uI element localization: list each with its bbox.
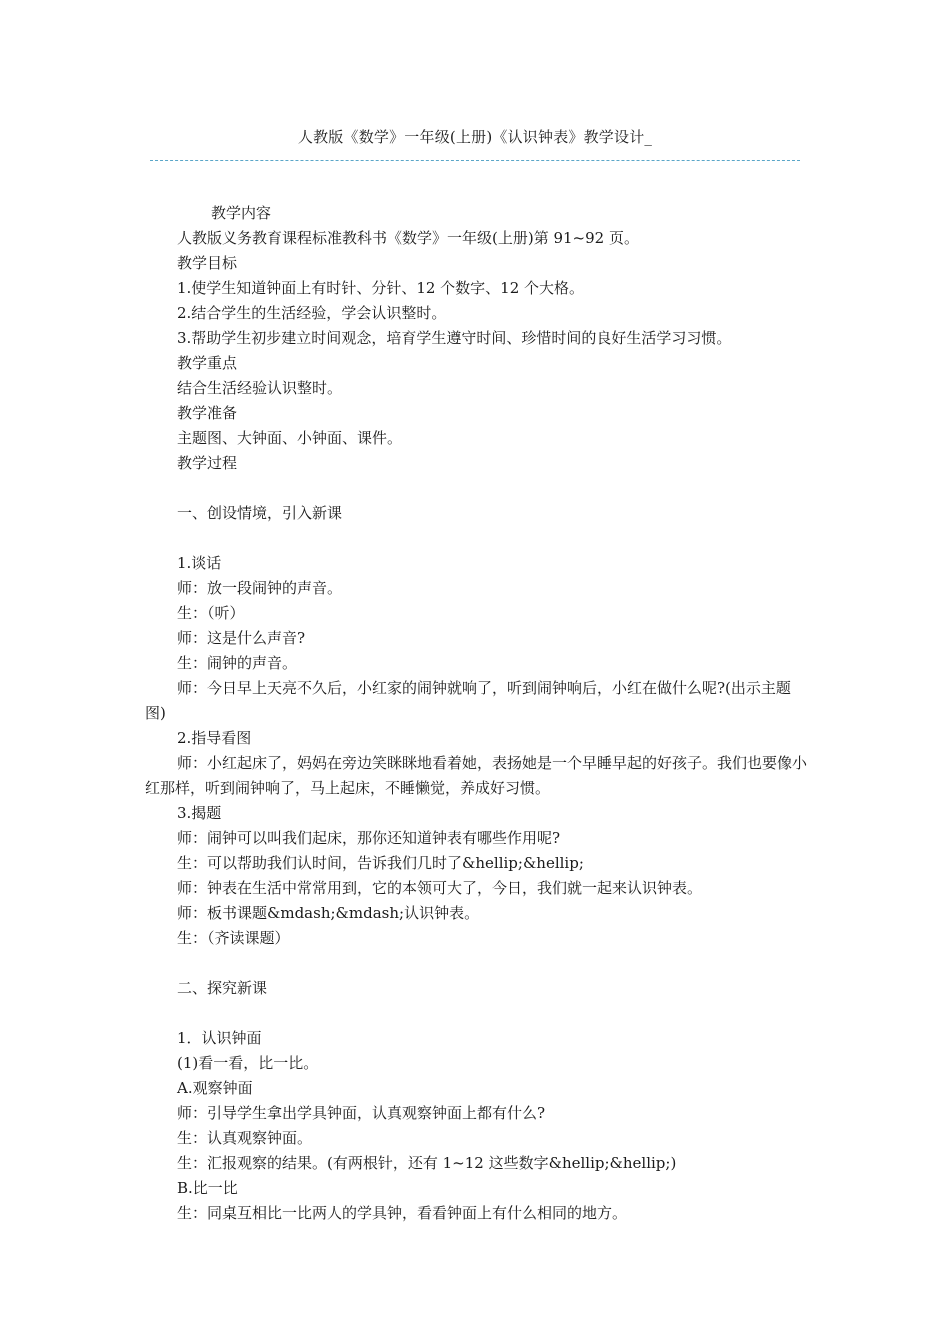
document-paragraph: 教学内容 bbox=[211, 204, 272, 222]
document-paragraph: 一、创设情境，引入新课 bbox=[177, 504, 343, 522]
document-paragraph: 1.谈话 bbox=[177, 554, 222, 572]
document-paragraph: 生：认真观察钟面。 bbox=[177, 1129, 313, 1147]
blank-line bbox=[145, 476, 810, 501]
document-paragraph: 3.帮助学生初步建立时间观念，培育学生遵守时间、珍惜时间的良好生活学习习惯。 bbox=[177, 329, 732, 347]
document-paragraph: 师：钟表在生活中常常用到，它的本领可大了，今日，我们就一起来认识钟表。 bbox=[177, 879, 703, 897]
title-divider bbox=[150, 160, 800, 161]
document-paragraph: 二、探究新课 bbox=[177, 979, 268, 997]
document-paragraph: 师：小红起床了，妈妈在旁边笑眯眯地看着她，表扬她是一个早睡早起的好孩子。我们也要像小红那样，听到闹钟响了，马上起床，不睡懒觉，养成好习惯。 bbox=[145, 754, 808, 797]
document-paragraph: 师：这是什么声音? bbox=[177, 629, 306, 647]
document-paragraph: 1．认识钟面 bbox=[177, 1029, 262, 1047]
document-paragraph: 生：（听） bbox=[177, 604, 245, 622]
document-title: 人教版《数学》一年级(上册)《认识钟表》教学设计_ bbox=[297, 128, 653, 146]
document-paragraph: 教学过程 bbox=[177, 454, 238, 472]
document-paragraph: 师：板书课题&mdash;&mdash;认识钟表。 bbox=[177, 904, 480, 922]
document-paragraph: 1.使学生知道钟面上有时针、分针、12 个数字、12 个大格。 bbox=[177, 279, 585, 297]
document-body bbox=[145, 201, 810, 1226]
document-paragraph: 师：今日早上天亮不久后，小红家的闹钟就响了，听到闹钟响后，小红在做什么呢?(出示主题图) bbox=[145, 679, 791, 722]
document-paragraph: B.比一比 bbox=[177, 1179, 238, 1197]
document-paragraph: 2.结合学生的生活经验，学会认识整时。 bbox=[177, 304, 447, 322]
document-paragraph: 3.揭题 bbox=[177, 804, 222, 822]
document-paragraph: 人教版义务教育课程标准教科书《数学》一年级(上册)第 91~92 页。 bbox=[177, 229, 639, 247]
document-paragraph: 生：汇报观察的结果。(有两根针，还有 1~12 这些数字&hellip;&hellip;) bbox=[177, 1154, 677, 1172]
document-paragraph: 师：闹钟可以叫我们起床，那你还知道钟表有哪些作用呢? bbox=[177, 829, 561, 847]
document-paragraph: 教学目标 bbox=[177, 254, 238, 272]
blank-line bbox=[145, 526, 810, 551]
document-paragraph: 生：（齐读课题） bbox=[177, 929, 290, 947]
document-paragraph: 结合生活经验认识整时。 bbox=[177, 379, 343, 397]
document-paragraph: 2.指导看图 bbox=[177, 729, 252, 747]
document-paragraph: 教学重点 bbox=[177, 354, 238, 372]
document-paragraph: A.观察钟面 bbox=[177, 1079, 253, 1097]
blank-line bbox=[145, 1001, 810, 1026]
document-paragraph: 生：可以帮助我们认时间，告诉我们几时了&hellip;&hellip; bbox=[177, 854, 584, 872]
document-paragraph: 师：放一段闹钟的声音。 bbox=[177, 579, 343, 597]
blank-line bbox=[145, 951, 810, 976]
document-paragraph: 师：引导学生拿出学具钟面，认真观察钟面上都有什么? bbox=[177, 1104, 546, 1122]
document-paragraph: 教学准备 bbox=[177, 404, 238, 422]
document-paragraph: 生：闹钟的声音。 bbox=[177, 654, 298, 672]
document-paragraph: (1)看一看，比一比。 bbox=[177, 1054, 319, 1072]
document-paragraph: 主题图、大钟面、小钟面、课件。 bbox=[177, 429, 403, 447]
document-paragraph: 生：同桌互相比一比两人的学具钟，看看钟面上有什么相同的地方。 bbox=[177, 1204, 628, 1222]
